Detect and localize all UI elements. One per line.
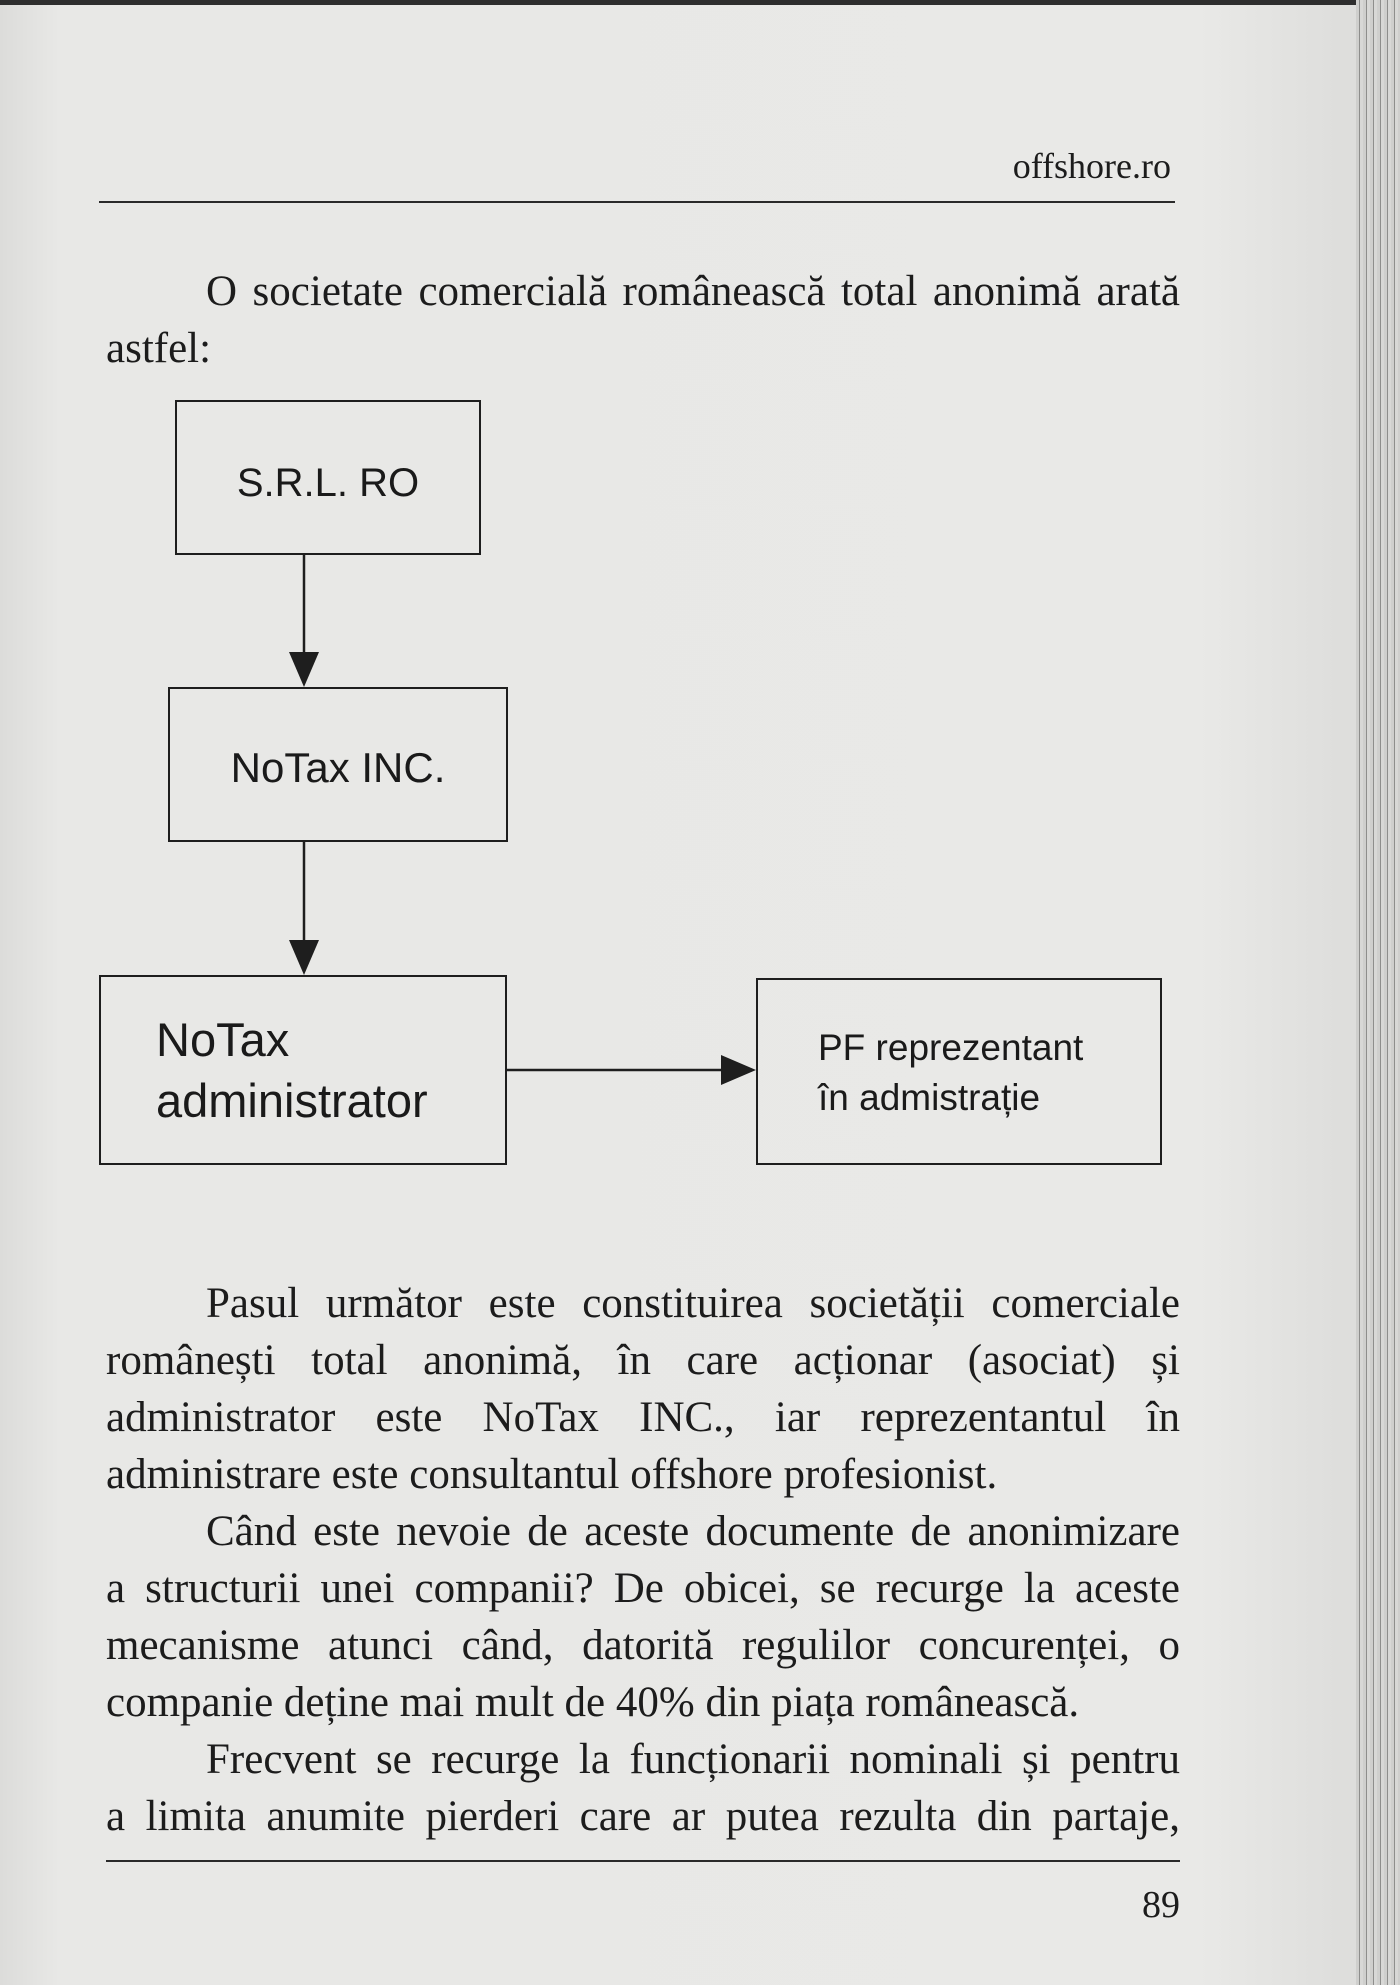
- text-line: Pasul următor este constituirea societății comerciale: [206, 1280, 1180, 1327]
- text-line: astfel:: [106, 325, 212, 372]
- notax-admin-label-line: administrator: [156, 1074, 428, 1127]
- pf-representative-label-line: în admistrație: [818, 1077, 1041, 1118]
- text-line: Când este nevoie de aceste documente de anonimizare: [206, 1508, 1180, 1555]
- text-line: mecanisme atunci când, datorită regulilor concurenței, o: [106, 1622, 1180, 1669]
- page-top-edge: [0, 0, 1365, 5]
- header-rule: [99, 201, 1175, 203]
- text-line: administrare este consultantul offshore profesionist.: [106, 1451, 998, 1498]
- text-line: a limita anumite pierderi care ar putea rezulta din partaje,: [106, 1793, 1180, 1840]
- pf-representative-label-line: PF reprezentant: [818, 1027, 1084, 1068]
- paragraph-4: [106, 1731, 1180, 1845]
- notax-inc-label: NoTax INC.: [230, 743, 446, 791]
- text-line: companie deține mai mult de 40% din piața românească.: [106, 1679, 1080, 1726]
- page-stack-edge: [1356, 0, 1400, 1985]
- running-title: offshore.ro: [1012, 146, 1171, 186]
- notax-administrator-box: [99, 975, 507, 1165]
- page-number: 89: [1142, 1884, 1180, 1926]
- paragraph-2: [106, 1275, 1180, 1503]
- srl-ro-label: S.R.L. RO: [236, 461, 420, 505]
- paragraph-3: [106, 1503, 1180, 1731]
- notax-admin-label-line: NoTax: [156, 1013, 290, 1066]
- pf-representative-box: [756, 978, 1162, 1165]
- text-line: administrator este NoTax INC., iar reprezentantul în: [106, 1394, 1180, 1441]
- text-line: românești total anonimă, în care acționar (asociat) și: [106, 1337, 1180, 1384]
- text-line: a structurii unei companii? De obicei, se recurge la aceste: [106, 1565, 1180, 1612]
- text-line: Frecvent se recurge la funcționarii nominali și pentru: [206, 1736, 1180, 1783]
- paragraph-1: [106, 263, 1180, 377]
- footer-rule: [106, 1860, 1180, 1862]
- notax-inc-box: [168, 687, 508, 842]
- text-line: O societate comercială românească total anonimă arată: [206, 268, 1180, 315]
- srl-ro-box: [175, 400, 481, 555]
